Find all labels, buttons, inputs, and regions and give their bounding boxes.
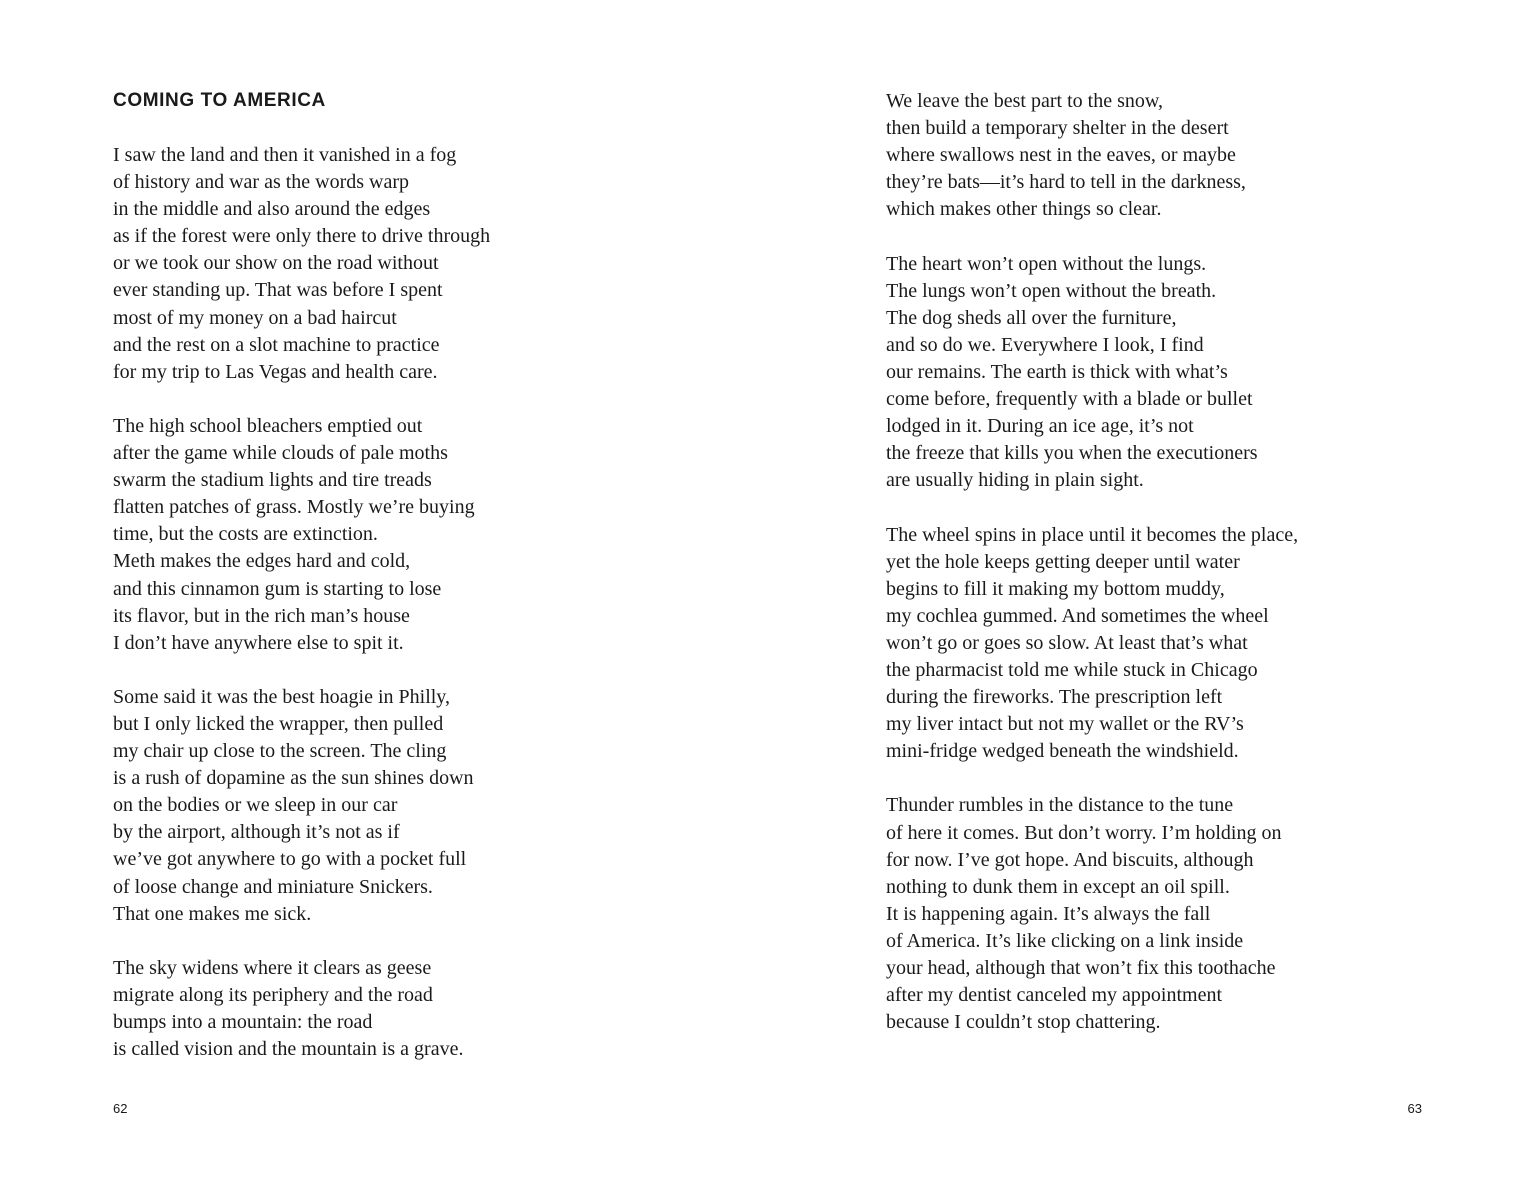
poem-line: its flavor, but in the rich man’s house bbox=[113, 604, 410, 627]
poem-line: of loose change and miniature Snickers. bbox=[113, 875, 433, 898]
stanza bbox=[113, 955, 490, 1063]
poem-line: migrate along its periphery and the road bbox=[113, 983, 433, 1006]
poem-line: mini-fridge wedged beneath the windshield. bbox=[886, 740, 1239, 763]
poem-line: which makes other things so clear. bbox=[886, 198, 1162, 221]
poem-line: The heart won’t open without the lungs. bbox=[886, 252, 1207, 275]
stanza bbox=[886, 792, 1298, 1036]
poem-line: I don’t have anywhere else to spit it. bbox=[113, 631, 404, 654]
poem-line: flatten patches of grass. Mostly we’re buying bbox=[113, 496, 475, 519]
poem-line: nothing to dunk them in except an oil spill. bbox=[886, 875, 1230, 898]
poem-line: Thunder rumbles in the distance to the tune bbox=[886, 794, 1234, 817]
poem-line: is called vision and the mountain is a grave. bbox=[113, 1038, 464, 1061]
page-number-left: 62 bbox=[113, 1101, 128, 1116]
stanza bbox=[113, 142, 490, 386]
poem-line: ever standing up. That was before I spent bbox=[113, 279, 443, 302]
poem-line: time, but the costs are extinction. bbox=[113, 523, 378, 546]
poem-line: the pharmacist told me while stuck in Chicago bbox=[886, 658, 1258, 681]
poem-line: your head, although that won’t fix this toothache bbox=[886, 957, 1276, 979]
poem-line: come before, frequently with a blade or bullet bbox=[886, 388, 1253, 411]
poem-line: we’ve got anywhere to go with a pocket full bbox=[113, 848, 467, 871]
poem-line: my chair up close to the screen. The cling bbox=[113, 740, 447, 763]
poem-line: of history and war as the words warp bbox=[113, 171, 410, 194]
poem-body-left bbox=[113, 142, 490, 1063]
poem-line: won’t go or goes so slow. At least that’s what bbox=[886, 631, 1248, 654]
stanza bbox=[886, 88, 1298, 223]
poem-line: The dog sheds all over the furniture, bbox=[886, 306, 1177, 329]
poem-line: lodged in it. During an ice age, it’s not bbox=[886, 415, 1194, 438]
poem-line: our remains. The earth is thick with what’s bbox=[886, 360, 1228, 383]
poem-line: by the airport, although it’s not as if bbox=[113, 821, 400, 844]
poem-line: but I only licked the wrapper, then pulled bbox=[113, 712, 444, 735]
poem-line: That one makes me sick. bbox=[113, 902, 312, 925]
poem-line: It is happening again. It’s always the fall bbox=[886, 902, 1211, 925]
poem-line: after my dentist canceled my appointment bbox=[886, 984, 1222, 1007]
poem-line: my cochlea gummed. And sometimes the wheel bbox=[886, 604, 1269, 627]
poem-line: because I couldn’t stop chattering. bbox=[886, 1011, 1161, 1034]
poem-line: of America. It’s like clicking on a link inside bbox=[886, 929, 1244, 952]
poem-line: most of my money on a bad haircut bbox=[113, 306, 397, 329]
poem-line: my liver intact but not my wallet or the RV’s bbox=[886, 713, 1244, 736]
page-number-right: 63 bbox=[1407, 1101, 1422, 1116]
stanza bbox=[113, 684, 490, 928]
poem-line: they’re bats—it’s hard to tell in the darkness, bbox=[886, 171, 1246, 194]
right-page bbox=[767, 0, 1535, 1193]
poem-line: begins to fill it making my bottom muddy, bbox=[886, 577, 1225, 600]
poem-line: are usually hiding in plain sight. bbox=[886, 469, 1144, 492]
poem-line: The wheel spins in place until it becomes the place, bbox=[886, 523, 1299, 546]
poem-line: yet the hole keeps getting deeper until water bbox=[886, 550, 1240, 573]
poem-line: the freeze that kills you when the executioners bbox=[886, 442, 1258, 465]
poem-line: as if the forest were only there to drive through bbox=[113, 225, 491, 248]
poem-line: Some said it was the best hoagie in Philly, bbox=[113, 685, 451, 708]
poem-title: COMING TO AMERICA bbox=[113, 90, 326, 111]
poem-line: bumps into a mountain: the road bbox=[113, 1011, 373, 1033]
stanza bbox=[113, 413, 490, 657]
poem-line: is a rush of dopamine as the sun shines down bbox=[113, 767, 474, 790]
poem-line: then build a temporary shelter in the desert bbox=[886, 117, 1229, 140]
poem-line: of here it comes. But don’t worry. I’m holding on bbox=[886, 821, 1282, 844]
poem-line: on the bodies or we sleep in our car bbox=[113, 794, 398, 817]
poem-line: and this cinnamon gum is starting to lose bbox=[113, 577, 442, 600]
poem-line: and so do we. Everywhere I look, I find bbox=[886, 333, 1204, 356]
poem-line: The sky widens where it clears as geese bbox=[113, 956, 432, 979]
poem-body-right bbox=[886, 88, 1298, 1036]
left-page bbox=[0, 0, 767, 1193]
poem-line: swarm the stadium lights and tire treads bbox=[113, 469, 432, 492]
poem-line: after the game while clouds of pale moths bbox=[113, 442, 448, 465]
poem-line: where swallows nest in the eaves, or maybe bbox=[886, 144, 1236, 167]
poem-line: The high school bleachers emptied out bbox=[113, 414, 423, 437]
poem-line: in the middle and also around the edges bbox=[113, 198, 431, 221]
poem-line: for my trip to Las Vegas and health care. bbox=[113, 360, 438, 383]
poem-line: I saw the land and then it vanished in a fog bbox=[113, 144, 457, 166]
stanza bbox=[886, 522, 1298, 766]
poem-line: or we took our show on the road without bbox=[113, 252, 439, 275]
poem-line: We leave the best part to the snow, bbox=[886, 90, 1164, 112]
stanza bbox=[886, 251, 1298, 495]
poem-line: Meth makes the edges hard and cold, bbox=[113, 550, 411, 573]
poem-line: for now. I’ve got hope. And biscuits, although bbox=[886, 848, 1254, 871]
poem-line: The lungs won’t open without the breath. bbox=[886, 279, 1217, 302]
poem-line: during the fireworks. The prescription left bbox=[886, 686, 1223, 709]
poem-line: and the rest on a slot machine to practice bbox=[113, 333, 440, 356]
